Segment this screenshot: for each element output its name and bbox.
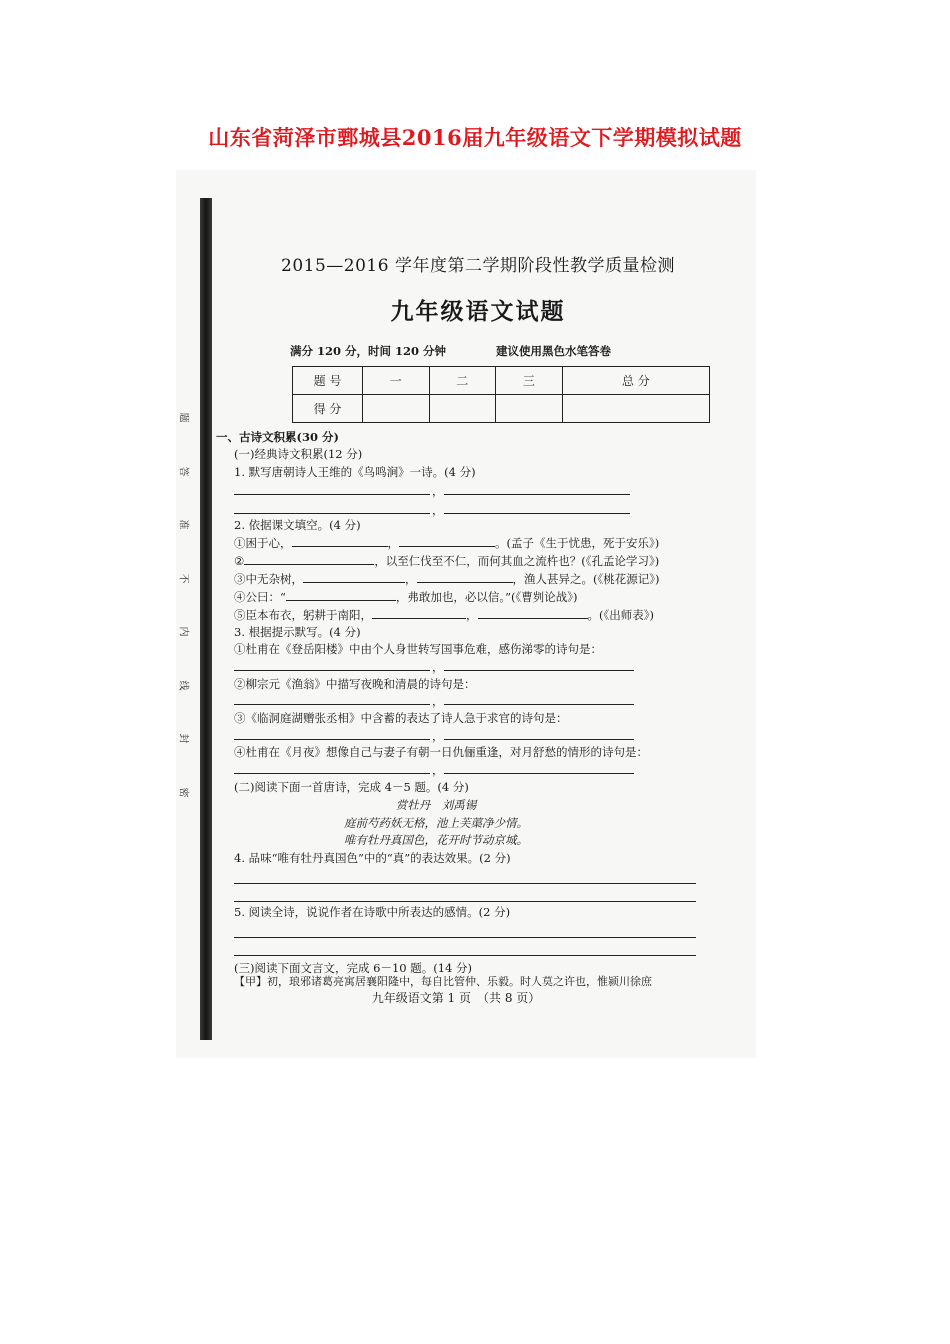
question-4: 4. 品味“唯有牡丹真国色”中的“真”的表达效果。(2 分) xyxy=(234,851,511,865)
answer-line[interactable] xyxy=(234,901,696,902)
score-table-cell: 总 分 xyxy=(562,367,709,395)
answer-blank[interactable] xyxy=(292,537,388,547)
scanned-exam-page xyxy=(176,170,756,1058)
section-title: 一、古诗文积累(30 分) xyxy=(216,430,339,444)
q3-item-3: ③《临洞庭湖赠张丞相》中含蓄的表达了诗人急于求官的诗句是： xyxy=(234,711,568,725)
q2-item-4-source: ，弗敢加也，必以信。”(《曹刿论战》) xyxy=(395,590,578,604)
q2-item-3: ③中无杂树， ， ，渔人甚异之。(《桃花源记》) xyxy=(234,572,660,586)
answer-line[interactable] xyxy=(234,494,430,495)
poem-line: 唯有牡丹真国色，花开时节动京城。 xyxy=(344,833,528,847)
answer-blank[interactable] xyxy=(399,537,495,547)
subsection-title: (一)经典诗文积累(12 分) xyxy=(234,447,363,461)
exam-title: 九年级语文试题 xyxy=(390,298,566,325)
q2-item-1-source: 。(孟子《生于忧患，死于安乐》) xyxy=(495,536,660,550)
score-table-cell: 三 xyxy=(496,367,563,395)
q3-item-4: ④杜甫在《月夜》想像自己与妻子有朝一日仇俪重逢，对月舒愁的情形的诗句是： xyxy=(234,745,648,759)
poem-title: 赏牡丹 刘禹锡 xyxy=(395,798,477,812)
binding-char: 准 xyxy=(177,519,189,530)
score-table-cell: 二 xyxy=(429,367,496,395)
comma: ， xyxy=(432,660,444,674)
q2-item-3-text: ③中无杂树， xyxy=(234,572,303,586)
score-table-cell: 一 xyxy=(363,367,430,395)
binding-line-text xyxy=(176,410,194,800)
answer-line[interactable] xyxy=(444,513,630,514)
q2-item-3-source: ，渔人甚异之。(《桃花源记》) xyxy=(512,572,660,586)
score-table-cell: 题 号 xyxy=(293,367,363,395)
answer-line[interactable] xyxy=(444,670,634,671)
binding-char: 内 xyxy=(177,626,189,637)
answer-blank[interactable] xyxy=(244,555,374,565)
answer-line[interactable] xyxy=(234,739,430,740)
score-input-cell[interactable] xyxy=(363,395,430,423)
answer-line[interactable] xyxy=(444,773,634,774)
comma: ， xyxy=(432,729,444,743)
answer-blank[interactable] xyxy=(417,573,513,583)
score-table xyxy=(292,366,710,423)
binding-char: 答 xyxy=(177,466,189,477)
q3-item-1: ①杜甫在《登岳阳楼》中由个人身世转写国事危难，感伤涕零的诗句是： xyxy=(234,642,602,656)
q2-item-4-text: ④公曰：“ xyxy=(234,590,286,604)
answer-line[interactable] xyxy=(444,494,630,495)
exam-score-time: 满分 120 分，时间 120 分钟 xyxy=(290,344,447,358)
binding-char: 密 xyxy=(177,787,189,798)
binding-char: 题 xyxy=(177,412,189,423)
binding-char: 不 xyxy=(177,573,189,584)
exam-header: 2015—2016 学年度第二学期阶段性教学质量检测 xyxy=(281,256,675,276)
q3-item-2: ②柳宗元《渔翁》中描写夜晚和清晨的诗句是： xyxy=(234,677,476,691)
binding-char: 线 xyxy=(177,680,189,691)
subsection-title: (三)阅读下面文言文，完成 6－10 题。(14 分) xyxy=(234,961,472,975)
answer-line[interactable] xyxy=(234,670,430,671)
q2-item-5-source: 。(《出师表》) xyxy=(587,608,654,622)
binding-bar xyxy=(200,198,212,1040)
answer-line[interactable] xyxy=(234,883,696,884)
score-input-cell[interactable] xyxy=(562,395,709,423)
answer-line[interactable] xyxy=(234,937,696,938)
comma: ， xyxy=(432,484,444,498)
comma: ， xyxy=(432,694,444,708)
exam-instruction: 建议使用黑色水笔答卷 xyxy=(496,344,611,358)
q2-item-5-text: ⑤臣本布衣，躬耕于南阳， xyxy=(234,608,372,622)
q2-item-2-text: ② xyxy=(234,554,245,568)
answer-blank[interactable] xyxy=(372,609,466,619)
score-input-cell[interactable] xyxy=(429,395,496,423)
comma: ， xyxy=(432,763,444,777)
answer-line[interactable] xyxy=(444,739,634,740)
answer-line[interactable] xyxy=(234,704,430,705)
score-table-cell: 得 分 xyxy=(293,395,363,423)
answer-line[interactable] xyxy=(234,955,696,956)
q2-item-1-text: ①困于心， xyxy=(234,536,292,550)
answer-line[interactable] xyxy=(234,773,430,774)
q2-item-4 xyxy=(234,591,578,604)
question-3: 3. 根据提示默写。(4 分) xyxy=(234,625,361,639)
subsection-title: (二)阅读下面一首唐诗，完成 4－5 题。(4 分) xyxy=(234,780,469,794)
score-input-cell[interactable] xyxy=(496,395,563,423)
page-footer: 九年级语文第 1 页 （共 8 页） xyxy=(371,991,541,1005)
answer-line[interactable] xyxy=(234,513,430,514)
binding-char: 封 xyxy=(177,733,189,744)
question-2: 2. 依据课文填空。(4 分) xyxy=(234,518,361,532)
answer-blank[interactable] xyxy=(286,591,396,601)
q2-item-5: ⑤臣本布衣，躬耕于南阳， ， 。(《出师表》) xyxy=(234,608,654,622)
passage-text: 【甲】初，琅邪诸葛亮寓居襄阳隆中，每自比管仲、乐毅。时人莫之许也，惟颍川徐庶 xyxy=(234,975,652,988)
question-1: 1. 默写唐朝诗人王维的《鸟鸣涧》一诗。(4 分) xyxy=(234,465,476,479)
q2-item-2 xyxy=(234,555,659,568)
q2-item-1: ①困于心， ， 。(孟子《生于忧患，死于安乐》) xyxy=(234,536,660,550)
answer-blank[interactable] xyxy=(303,573,405,583)
q2-item-2-source: ，以至仁伐至不仁，而何其血之流杵也？(《孔孟论学习》) xyxy=(374,554,660,568)
poem-line: 庭前芍药妖无格，池上芙蕖净少情。 xyxy=(344,816,528,830)
answer-blank[interactable] xyxy=(478,609,588,619)
answer-line[interactable] xyxy=(444,704,634,705)
document-title: 山东省菏泽市鄄城县2016届九年级语文下学期模拟试题 xyxy=(208,125,742,150)
question-5: 5. 阅读全诗，说说作者在诗歌中所表达的感情。(2 分) xyxy=(234,905,511,919)
comma: ， xyxy=(432,503,444,517)
